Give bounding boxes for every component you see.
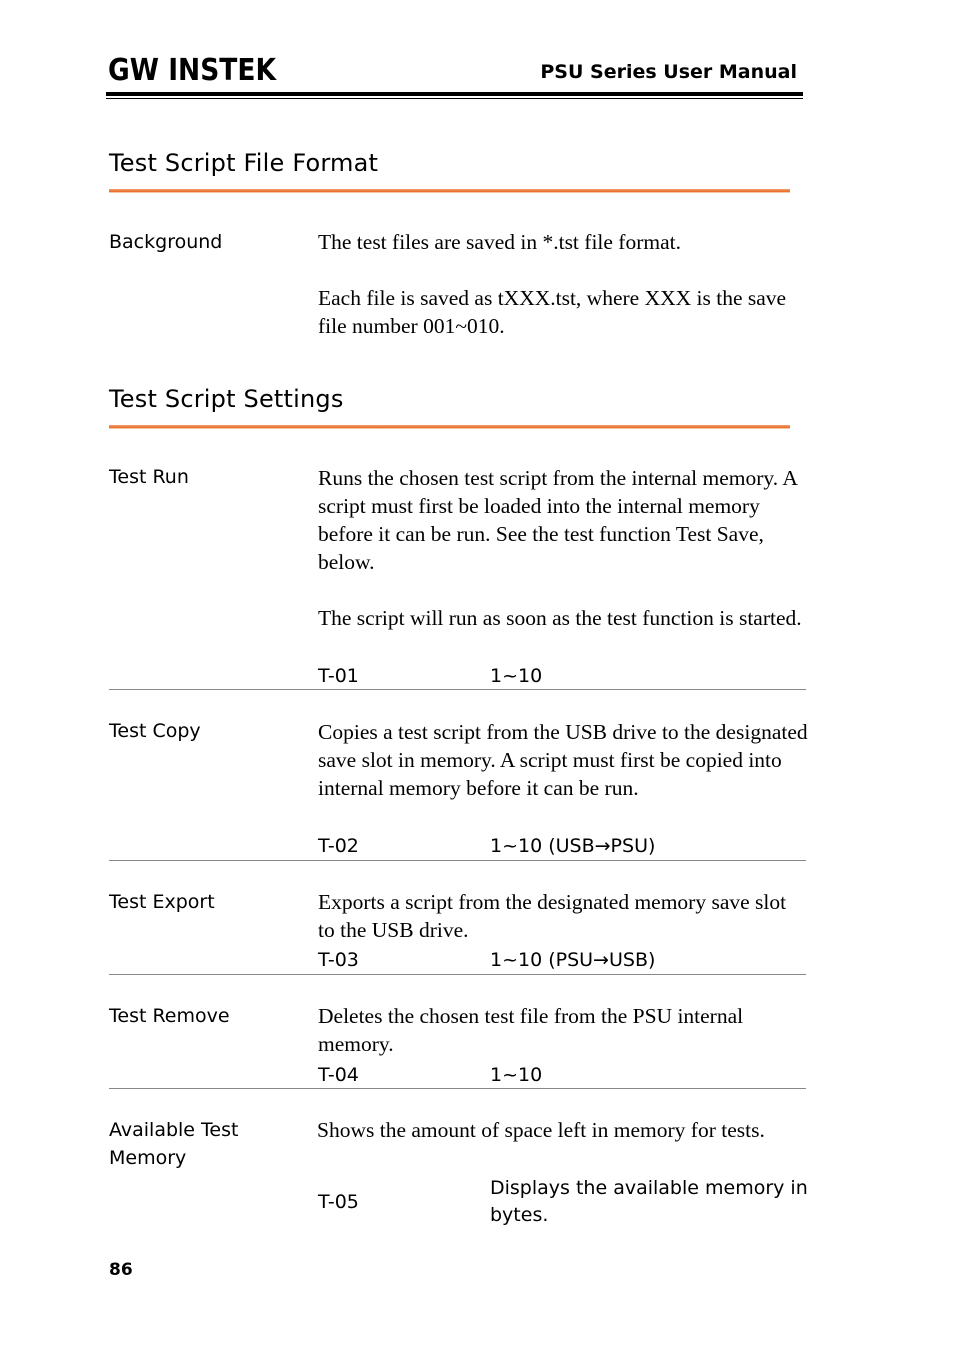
available-memory-code: T-05: [318, 1191, 359, 1213]
section-rule: [109, 189, 790, 193]
test-export-para-1: Exports a script from the designated memory save slot to the USB drive.: [318, 890, 787, 942]
row-divider: [109, 689, 806, 690]
test-remove-range: 1~10: [490, 1064, 543, 1086]
section-title-settings: Test Script Settings: [109, 385, 344, 413]
gw-instek-logo: [108, 53, 278, 88]
test-copy-range: 1~10 (USB→PSU): [490, 835, 656, 857]
background-label: Background: [109, 231, 223, 253]
background-para-2: Each file is saved as tXXX.tst, where XXX is the save file number 001~010.: [318, 286, 787, 338]
background-para-1: The test files are saved in *.tst file format.: [318, 230, 681, 254]
page-number: 86: [109, 1260, 133, 1280]
test-run-code: T-01: [318, 665, 359, 687]
header-rule: [106, 92, 803, 96]
test-export-range: 1~10 (PSU→USB): [490, 949, 656, 971]
test-run-para-1: Runs the chosen test script from the internal memory. A script must first be loaded into the internal memory before it can be run. See the test function Test Save, below.: [318, 466, 797, 574]
row-divider: [109, 974, 806, 975]
test-run-label: Test Run: [109, 466, 189, 488]
test-remove-code: T-04: [318, 1064, 359, 1086]
test-run-para-2: The script will run as soon as the test function is started.: [318, 606, 802, 630]
manual-title: PSU Series User Manual: [540, 61, 797, 83]
test-remove-para-1: Deletes the chosen test file from the PSU internal memory.: [318, 1004, 744, 1056]
test-remove-label: Test Remove: [109, 1005, 230, 1027]
test-copy-para-1: Copies a test script from the USB drive to the designated save slot in memory. A script must first be copied into internal memory before it can be run.: [318, 720, 808, 800]
test-export-label: Test Export: [109, 891, 215, 913]
section-rule: [109, 425, 790, 429]
available-memory-para-1: Shows the amount of space left in memory for tests.: [317, 1118, 765, 1142]
logo-text: GW INSTEK: [108, 53, 278, 88]
test-export-code: T-03: [318, 949, 359, 971]
row-divider: [109, 1088, 806, 1089]
test-run-range: 1~10: [490, 665, 543, 687]
test-copy-code: T-02: [318, 835, 359, 857]
test-copy-label: Test Copy: [109, 720, 201, 742]
section-title-file-format: Test Script File Format: [109, 149, 379, 177]
row-divider: [109, 860, 806, 861]
available-memory-label: Available Test Memory: [109, 1119, 239, 1169]
header-rule-thin: [106, 98, 803, 99]
available-memory-description: Displays the available memory in bytes.: [490, 1177, 808, 1226]
